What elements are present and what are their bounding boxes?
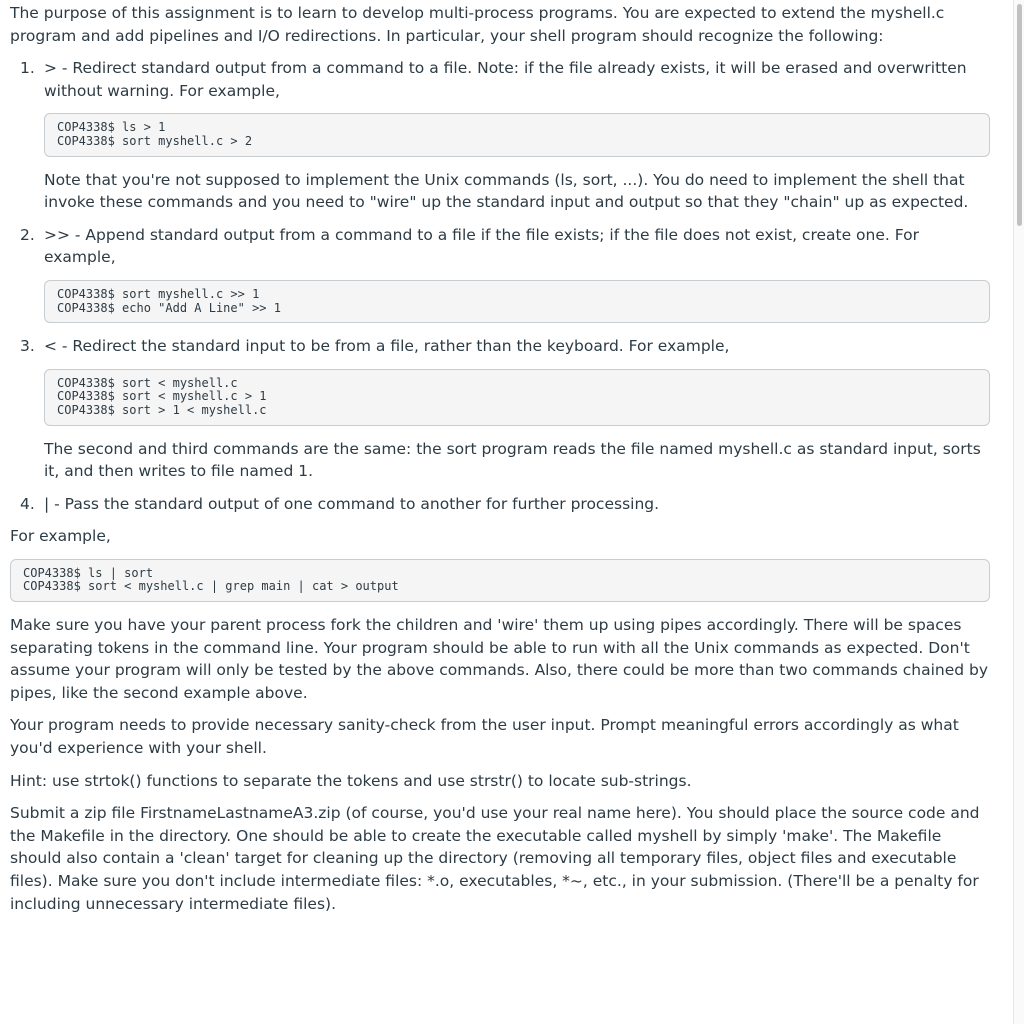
list-item-text: < - Redirect the standard input to be from a file, rather than the keyboard. For example, bbox=[44, 337, 730, 356]
list-item-text: >> - Append standard output from a command to a file if the file exists; if the file does not exist, create one. For example, bbox=[44, 225, 919, 267]
assignment-page bbox=[10, 2, 990, 925]
requirements-list bbox=[10, 57, 990, 515]
paragraph-sanity-check: Your program needs to provide necessary sanity-check from the user input. Prompt meaningful errors accordingly as what you'd experience with your shell. bbox=[10, 716, 959, 758]
list-item-text: > - Redirect standard output from a command to a file. Note: if the file already exists, it will be erased and overwritten without warning. For example, bbox=[44, 59, 967, 100]
list-item-note: The second and third commands are the same: the sort program reads the file named myshell.c as standard input, sorts it, and then writes to file named 1. bbox=[44, 439, 981, 481]
list-item-number: 4. bbox=[20, 494, 35, 513]
list-item-text: | - Pass the standard output of one command to another for further processing. bbox=[44, 494, 660, 513]
code-line: COP4338$ sort myshell.c > 2 bbox=[57, 133, 253, 148]
pipe-code-block bbox=[10, 559, 990, 602]
code-block bbox=[44, 280, 990, 323]
example-label: For example, bbox=[10, 527, 111, 546]
code-line: COP4338$ sort < myshell.c bbox=[57, 375, 238, 390]
code-line: COP4338$ sort < myshell.c | grep main | cat > output bbox=[23, 579, 399, 594]
vertical-scrollbar[interactable] bbox=[1013, 0, 1024, 1024]
list-item-note: Note that you're not supposed to implement the Unix commands (ls, sort, ...). You do need to implement the shell that invoke these commands and you need to "wire" up the standard input and output so that they "chain" up as expected. bbox=[44, 170, 969, 212]
list-item-number: 2. bbox=[20, 225, 35, 244]
code-line: COP4338$ sort > 1 < myshell.c bbox=[57, 402, 267, 417]
list-item-number: 1. bbox=[20, 59, 35, 78]
list-item bbox=[20, 335, 990, 483]
intro-paragraph: The purpose of this assignment is to learn to develop multi-process programs. You are expected to extend the myshell.c program and add pipelines and I/O redirections. In particular, your shell program should recognize the following: bbox=[10, 4, 945, 45]
list-item bbox=[20, 493, 990, 516]
list-item-number: 3. bbox=[20, 337, 35, 356]
paragraph-pipes: Make sure you have your parent process fork the children and 'wire' them up using pipes accordingly. There will be spaces separating tokens in the command line. Your program should be able to run with all the Unix commands as expected. Don't assume your program will only be tested by the above commands. Also, there could be more than two commands chained by pipes, like the second example above. bbox=[10, 616, 989, 702]
code-line: COP4338$ ls | sort bbox=[23, 565, 154, 580]
list-item bbox=[20, 57, 990, 214]
list-item bbox=[20, 224, 990, 323]
code-line: COP4338$ echo "Add A Line" >> 1 bbox=[57, 300, 281, 315]
code-block bbox=[44, 369, 990, 426]
paragraph-submission: Submit a zip file FirstnameLastnameA3.zip (of course, you'd use your real name here). You should place the source code and the Makefile in the directory. One should be able to create the executable called myshell by simply 'make'. The Makefile should also contain a 'clean' target for cleaning up the directory (removing all temporary files, object files and executable files). Make sure you don't include intermediate files: *.o, executables, *~, etc., in your submission. (There'll be a penalty for including unnecessary intermediate files). bbox=[10, 804, 980, 913]
scrollbar-thumb[interactable] bbox=[1017, 4, 1022, 226]
paragraph-hint: Hint: use strtok() functions to separate the tokens and use strstr() to locate sub-strings. bbox=[10, 771, 692, 790]
code-block bbox=[44, 113, 990, 156]
code-line: COP4338$ sort < myshell.c > 1 bbox=[57, 389, 267, 404]
code-line: COP4338$ sort myshell.c >> 1 bbox=[57, 286, 260, 301]
code-line: COP4338$ ls > 1 bbox=[57, 120, 166, 135]
